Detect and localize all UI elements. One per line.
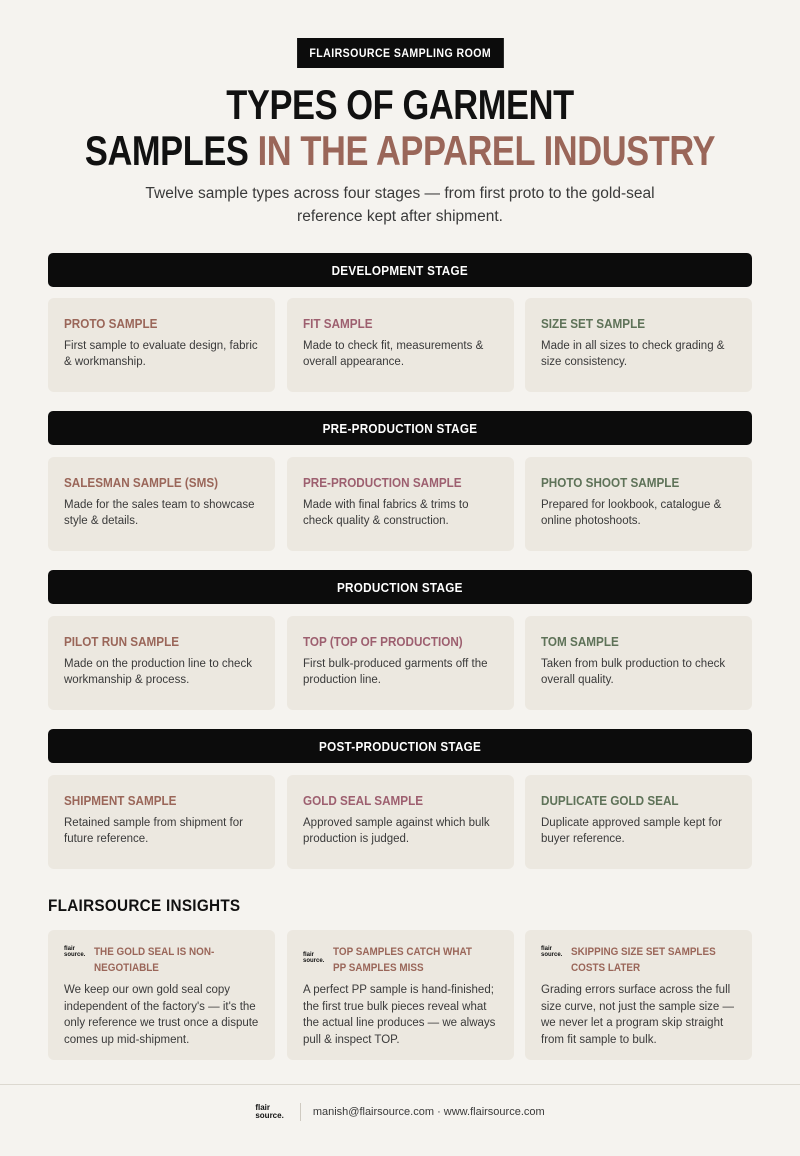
card-title: PHOTO SHOOT SAMPLE	[541, 475, 680, 490]
stage-label: DEVELOPMENT STAGE	[331, 262, 469, 278]
sample-card	[525, 775, 752, 869]
title-line-2	[72, 128, 728, 174]
stage-bar-pre-production	[48, 411, 752, 445]
sample-card	[48, 298, 275, 392]
stage-bar-post-production	[48, 729, 752, 763]
sample-card	[48, 616, 275, 710]
insight-header	[541, 944, 737, 976]
sample-card	[48, 457, 275, 551]
stage-bar-development	[48, 253, 752, 287]
card-title: TOM SAMPLE	[541, 634, 619, 649]
card-title: SHIPMENT SAMPLE	[64, 793, 177, 808]
insight-card	[287, 930, 514, 1060]
card-title: GOLD SEAL SAMPLE	[303, 793, 424, 808]
card-title: TOP (TOP OF PRODUCTION)	[303, 634, 463, 649]
insight-title: THE GOLD SEAL IS NON-NEGOTIABLE	[94, 946, 215, 974]
footer-logo: flair source.	[255, 1103, 284, 1120]
insights-heading: FLAIRSOURCE INSIGHTS	[48, 896, 241, 915]
sample-card	[287, 616, 514, 710]
card-description: Made with final fabrics & trims to check quality & construction.	[303, 499, 469, 527]
stage-bar-production	[48, 570, 752, 604]
card-description: Made to check fit, measurements & overall appearance.	[303, 340, 484, 368]
card-description: Approved sample against which bulk production is judged.	[303, 817, 490, 845]
card-description: Taken from bulk production to check overall quality.	[541, 658, 726, 686]
insight-title: TOP SAMPLES CATCH WHAT PP SAMPLES MISS	[333, 946, 472, 974]
insight-title: SKIPPING SIZE SET SAMPLES COSTS LATER	[571, 946, 716, 974]
card-description: First bulk-produced garments off the production line.	[303, 658, 488, 686]
card-description: Prepared for lookbook, catalogue & online photoshoots.	[541, 499, 722, 527]
flairsource-logo: flair source.	[303, 952, 325, 964]
footer	[0, 1103, 800, 1121]
insight-card	[525, 930, 752, 1060]
sample-card	[287, 775, 514, 869]
insight-header	[64, 944, 260, 976]
stage-label: PRODUCTION STAGE	[337, 579, 463, 595]
page-subtitle: Twelve sample types across four stages — from first proto to the gold-seal reference kept after shipment.	[145, 185, 655, 225]
badge-container	[0, 38, 800, 68]
footer-separator	[300, 1103, 301, 1121]
card-description: Made for the sales team to showcase style & details.	[64, 499, 255, 527]
title-line-1: TYPES OF GARMENT	[226, 81, 574, 128]
title-accent: IN THE APPAREL INDUSTRY	[257, 127, 716, 174]
stage-label: POST-PRODUCTION STAGE	[318, 738, 482, 754]
sample-card	[525, 298, 752, 392]
card-description: Retained sample from shipment for future reference.	[64, 817, 243, 845]
sample-card	[525, 616, 752, 710]
footer-divider	[0, 1084, 800, 1085]
card-title: PROTO SAMPLE	[64, 316, 158, 331]
card-description: First sample to evaluate design, fabric & workmanship.	[64, 340, 258, 368]
title-plain: SAMPLES	[84, 127, 249, 174]
stage-label: PRE-PRODUCTION STAGE	[322, 420, 478, 436]
insight-description: Grading errors surface across the full size curve, not just the sample size — we never let a program skip straight from fit sample to bulk.	[541, 984, 735, 1046]
flairsource-logo: flair source.	[541, 946, 563, 958]
header-badge: FLAIRSOURCE SAMPLING ROOM	[297, 38, 503, 68]
card-title: PRE-PRODUCTION SAMPLE	[303, 475, 462, 490]
insight-description: We keep our own gold seal copy independent of the factory's — it's the only reference we trust once a dispute comes up mid-shipment.	[64, 984, 259, 1046]
card-title: DUPLICATE GOLD SEAL	[541, 793, 679, 808]
insight-description: A perfect PP sample is hand-finished; the first true bulk pieces reveal what the actual line produces — we always pull & inspect TOP.	[303, 984, 496, 1046]
insight-header	[303, 944, 499, 976]
sample-card	[287, 457, 514, 551]
insight-card	[48, 930, 275, 1060]
card-description: Made in all sizes to check grading & size consistency.	[541, 340, 725, 368]
card-description: Duplicate approved sample kept for buyer reference.	[541, 817, 722, 845]
sample-card	[525, 457, 752, 551]
sample-card	[48, 775, 275, 869]
card-description: Made on the production line to check workmanship & process.	[64, 658, 252, 686]
sample-card	[287, 298, 514, 392]
card-title: PILOT RUN SAMPLE	[64, 634, 180, 649]
page-title	[0, 82, 800, 174]
card-title: SALESMAN SAMPLE (SMS)	[64, 475, 219, 490]
card-title: SIZE SET SAMPLE	[541, 316, 646, 331]
flairsource-logo: flair source.	[64, 946, 86, 958]
card-title: FIT SAMPLE	[303, 316, 373, 331]
footer-contact[interactable]: manish@flairsource.com · www.flairsource.com	[312, 1106, 545, 1118]
